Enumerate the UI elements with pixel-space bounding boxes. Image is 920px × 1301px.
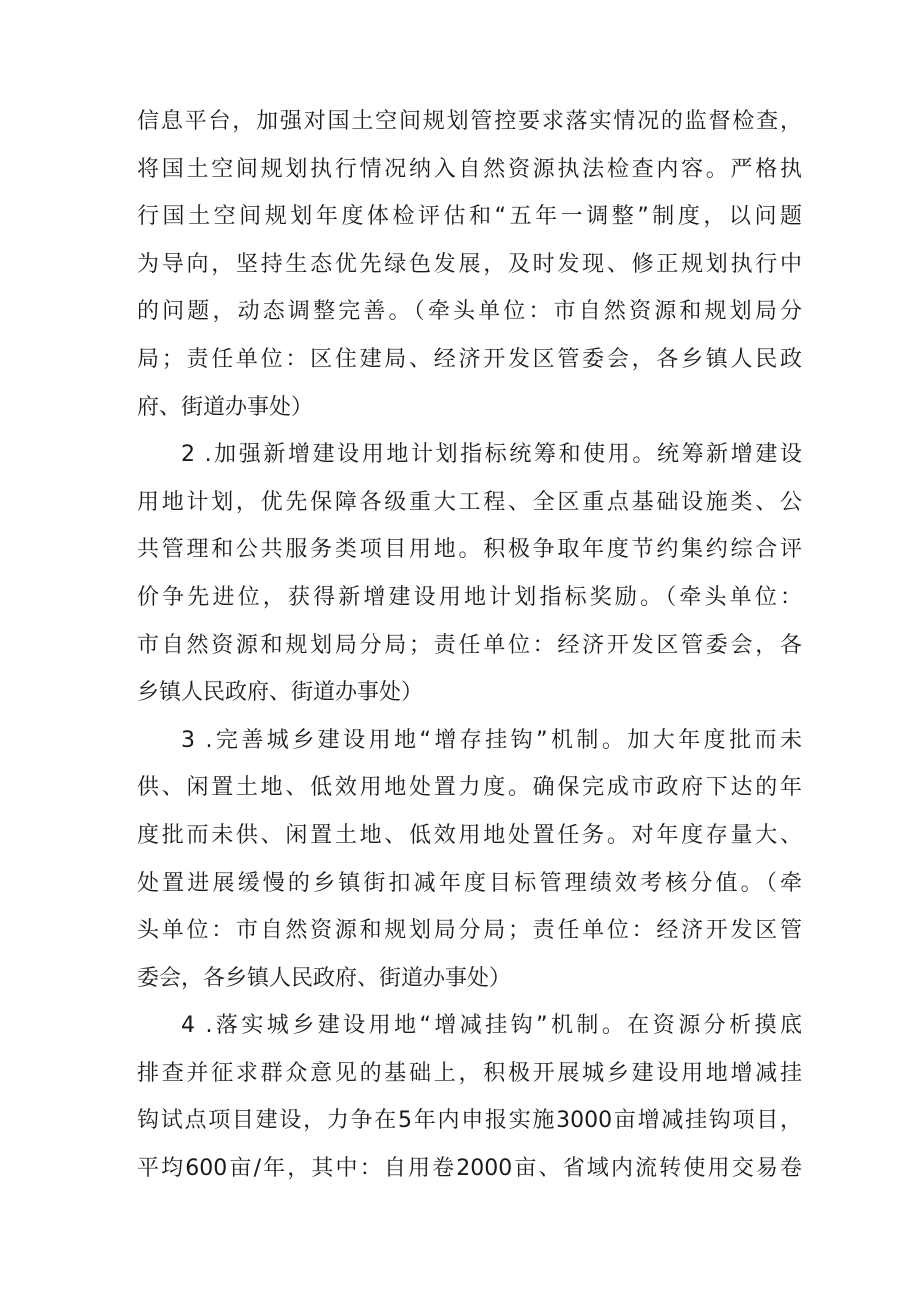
text-line: 信息平台，加强对国土空间规划管控要求落实情况的监督检查， <box>137 109 802 134</box>
text-line: 用地计划，优先保障各级重大工程、全区重点基础设施类、公 <box>137 489 802 515</box>
paragraph <box>137 1002 802 1192</box>
document-body <box>137 98 802 1193</box>
text-line: 3 .完善城乡建设用地“增存挂钩”机制。加大年度批而未 <box>181 727 802 753</box>
text-line: 钩试点项目建设，力争在5年内申报实施3000亩增减挂钩项目， <box>137 1108 802 1134</box>
text-line: 府、街道办事处） <box>137 394 314 420</box>
text-line: 2 .加强新增建设用地计划指标统筹和使用。统筹新增建设 <box>181 442 802 468</box>
text-line: 平均600亩/年，其中：自用卷2000亩、省域内流转使用交易卷 <box>137 1156 802 1182</box>
text-line: 乡镇人民政府、街道办事处） <box>137 680 424 706</box>
text-line: 将国土空间规划执行情况纳入自然资源执法检查内容。严格执 <box>137 156 802 182</box>
text-line: 4 .落实城乡建设用地“增减挂钩”机制。在资源分析摸底 <box>181 1013 802 1039</box>
text-line: 为导向，坚持生态优先绿色发展，及时发现、修正规划执行中 <box>137 251 802 277</box>
text-line: 共管理和公共服务类项目用地。积极争取年度节约集约综合评 <box>137 537 802 563</box>
text-line: 行国土空间规划年度体检评估和“五年一调整”制度，以问题 <box>137 204 802 230</box>
text-line: 委会，各乡镇人民政府、街道办事处） <box>137 965 512 991</box>
text-line: 度批而未供、闲置土地、低效用地处置任务。对年度存量大、 <box>137 822 802 848</box>
text-line: 价争先进位，获得新增建设用地计划指标奖励。（牵头单位： <box>137 584 802 610</box>
paragraph <box>137 98 802 431</box>
text-line: 处置进展缓慢的乡镇街扣减年度目标管理绩效考核分值。（牵 <box>137 870 802 896</box>
text-line: 供、闲置土地、低效用地处置力度。确保完成市政府下达的年 <box>137 775 802 801</box>
text-line: 头单位：市自然资源和规划局分局；责任单位：经济开发区管 <box>137 918 802 944</box>
text-line: 的问题，动态调整完善。（牵头单位：市自然资源和规划局分 <box>137 299 802 325</box>
paragraph <box>137 717 802 1003</box>
text-line: 局；责任单位：区住建局、经济开发区管委会，各乡镇人民政 <box>137 346 802 372</box>
text-line: 排查并征求群众意见的基础上，积极开展城乡建设用地增减挂 <box>137 1060 802 1086</box>
text-line: 市自然资源和规划局分局；责任单位：经济开发区管委会，各 <box>137 632 802 658</box>
paragraph <box>137 431 802 717</box>
